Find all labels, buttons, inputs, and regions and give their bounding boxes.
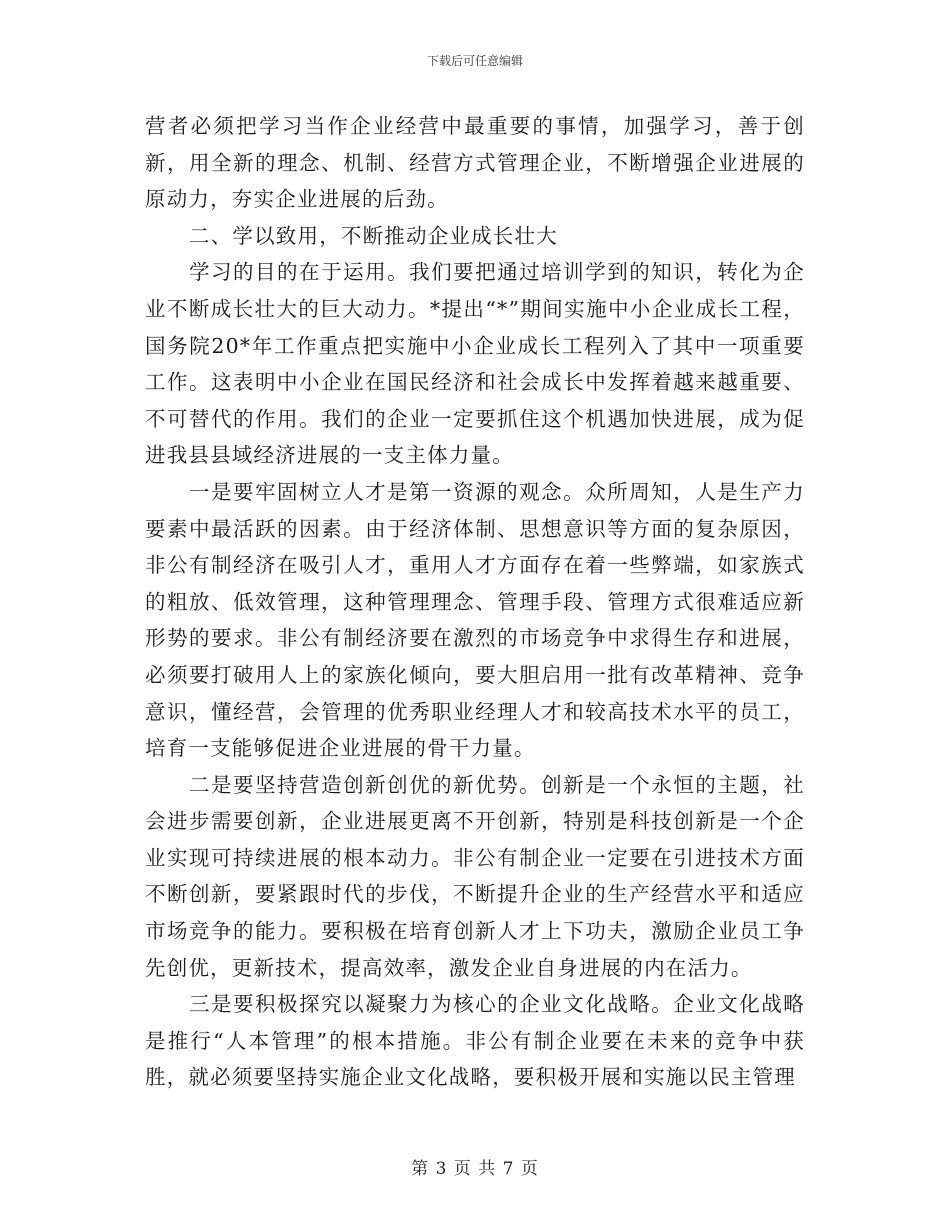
document-body: [145, 108, 805, 1096]
paragraph-continuation: 营者必须把学习当作企业经营中最重要的事情，加强学习，善于创新，用全新的理念、机制、经营方式管理企业，不断增强企业进展的原动力，夯实企业进展的后劲。: [145, 114, 805, 212]
page-number: 第 3 页 共 7 页: [411, 1159, 539, 1179]
paragraph-innovation: 二是要坚持营造创新创优的新优势。创新是一个永恒的主题，社会进步需要创新，企业进展更离不开创新，特别是科技创新是一个企业实现可持续进展的根本动力。非公有制企业一定要在引进技术方面不断创新，要紧跟时代的步伐，不断提升企业的生产经营水平和适应市场竞争的能力。要积极在培育创新人才上下功夫，激励企业员工争先创优，更新技术，提高效率，激发企业自身进展的内在活力。: [145, 772, 805, 980]
paragraph-learning-purpose: 学习的目的在于运用。我们要把通过培训学到的知识，转化为企业不断成长壮大的巨大动力。*提出“*”期间实施中小企业成长工程，国务院20*年工作重点把实施中小企业成长工程列入了其中一项重要工作。这表明中小企业在国民经济和社会成长中发挥着越来越重要、不可替代的作用。我们的企业一定要抓住这个机遇加快进展，成为促进我县县域经济进展的一支主体力量。: [145, 260, 805, 468]
paragraph-talent: 一是要牢固树立人才是第一资源的观念。众所周知，人是生产力要素中最活跃的因素。由于经济体制、思想意识等方面的复杂原因，非公有制经济在吸引人才，重用人才方面存在着一些弊端，如家族式的粗放、低效管理，这种管理理念、管理手段、管理方式很难适应新形势的要求。非公有制经济要在激烈的市场竞争中求得生存和进展，必须要打破用人上的家族化倾向，要大胆启用一批有改革精神、竞争意识，懂经营，会管理的优秀职业经理人才和较高技术水平的员工，培育一支能够促进企业进展的骨干力量。: [145, 479, 805, 761]
paragraph-culture-strategy: 三是要积极探究以凝聚力为核心的企业文化战略。企业文化战略是推行“人本管理”的根本措施。非公有制企业要在未来的竞争中获胜，就必须要坚持实施企业文化战略，要积极开展和实施以民主管理: [145, 992, 805, 1090]
section-heading: 二、学以致用，不断推动企业成长壮大: [189, 223, 558, 248]
page-header: 下载后可任意编辑: [426, 54, 523, 68]
